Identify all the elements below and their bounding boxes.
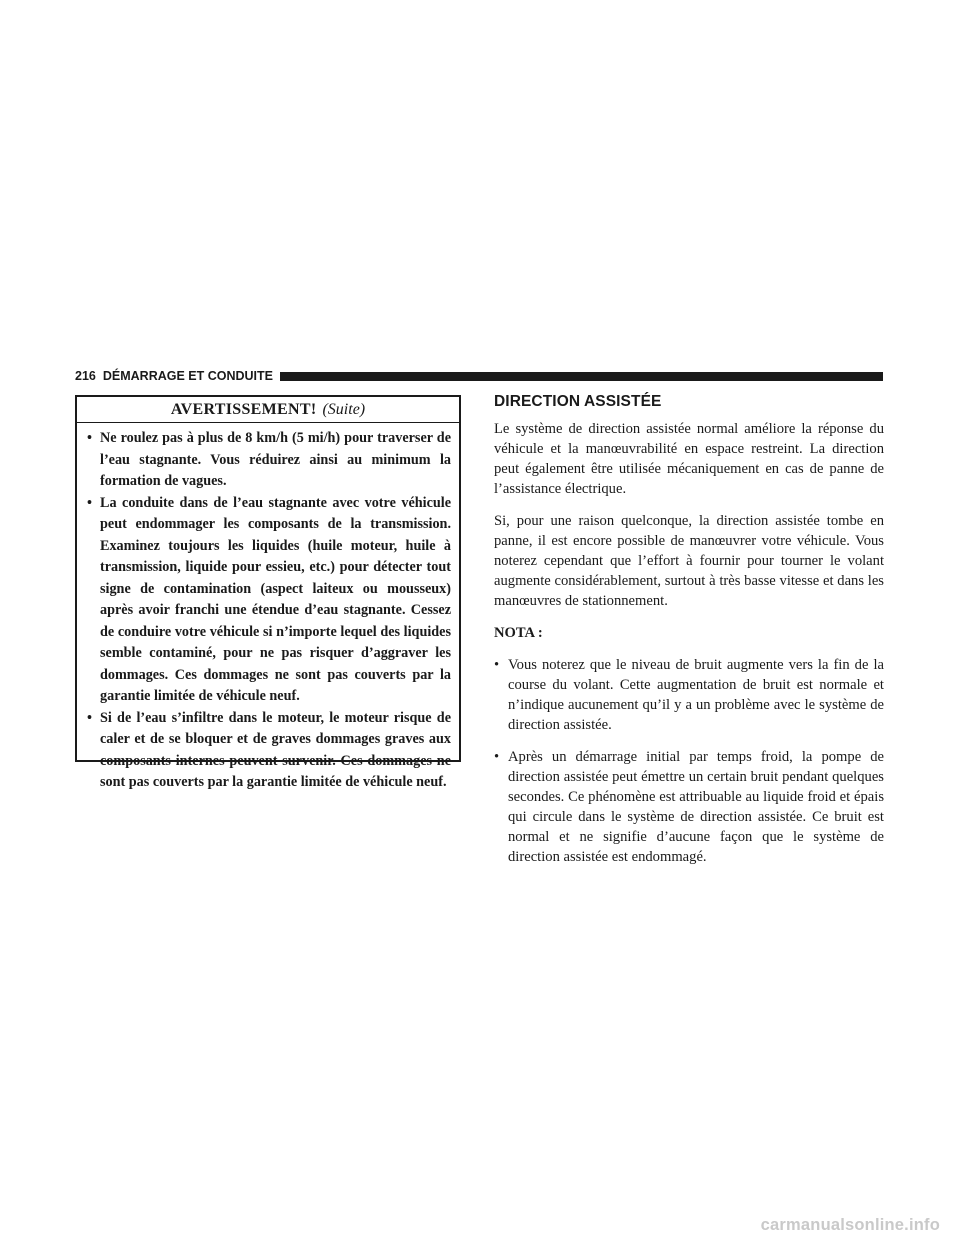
paragraph: Le système de direction assistée normal améliore la réponse du véhicule et la manœuvrabilité en espace restreint. La direction peut également être utilisée mécaniquement en cas de panne de l’assistance électrique. <box>494 421 884 497</box>
page-header <box>75 367 883 385</box>
bullet-icon: • <box>494 749 500 765</box>
page-number: 216 <box>75 369 96 383</box>
warning-item: • Si de l’eau s’infiltre dans le moteur, le moteur risque de caler et de se bloquer et de graves dommages graves aux composants internes peuvent survenir. Ces dommages ne sont pas couverts par la garantie limitée de véhicule neuf. <box>87 709 451 790</box>
header-rule <box>280 372 883 381</box>
bullet-icon: • <box>87 709 92 726</box>
note-label: NOTA : <box>494 625 543 641</box>
warning-box <box>75 395 461 790</box>
note-list <box>494 655 884 867</box>
section-title: DÉMARRAGE ET CONDUITE <box>102 369 274 383</box>
bullet-icon: • <box>87 430 92 446</box>
section-heading: DIRECTION ASSISTÉE <box>494 393 662 410</box>
note-item: • Vous noterez que le niveau de bruit augmente vers la fin de la course du volant. Cette augmentation de bruit est normale et n’indique aucunement qu’il y a un problème avec le système de direction assistée. <box>494 657 884 733</box>
paragraph: Si, pour une raison quelconque, la direction assistée tombe en panne, il est encore possible de manœuvrer votre véhicule. Vous noterez cependant que l’effort à fournir pour tourner le volant augmente considérablement, surtout à très basse vitesse et dans les manœuvres de stationnement. <box>494 513 884 609</box>
note-item: • Après un démarrage initial par temps froid, la pompe de direction assistée peut émettre un certain bruit pendant quelques secondes. Ce phénomène est attribuable au liquide froid et épais qui circule dans le système de direction assistée. Ce bruit est normal et ne signifie d’aucune façon que le système de direction assistée est endommagé. <box>494 749 884 865</box>
warning-continued-label: (Suite) <box>322 401 366 418</box>
warning-list <box>77 423 459 794</box>
bullet-icon: • <box>494 657 500 673</box>
warning-item: • La conduite dans de l’eau stagnante avec votre véhicule peut endommager les composants de la transmission. Examinez toujours les liquides (huile moteur, huile à transmission, liquide pour essieu, etc.) pour détecter tout signe de contamination (aspect laiteux ou mousseux) après avoir franchi une étendue d’eau stagnante. Cessez de conduire votre véhicule si n’importe lequel des liquides semble contaminé, pour ne pas risquer d’aggraver les dommages. Ces dommages ne sont pas couverts par la garantie limitée de véhicule neuf. <box>87 494 451 704</box>
watermark: carmanualsonline.info <box>760 1216 940 1234</box>
warning-item: • Ne roulez pas à plus de 8 km/h (5 mi/h) pour traverser de l’eau stagnante. Vous réduirez ainsi au minimum la formation de vagues. <box>87 430 451 489</box>
bullet-icon: • <box>87 494 92 511</box>
power-steering-section <box>494 392 884 879</box>
warning-title-label: AVERTISSEMENT! <box>170 401 317 418</box>
warning-title <box>77 397 459 423</box>
